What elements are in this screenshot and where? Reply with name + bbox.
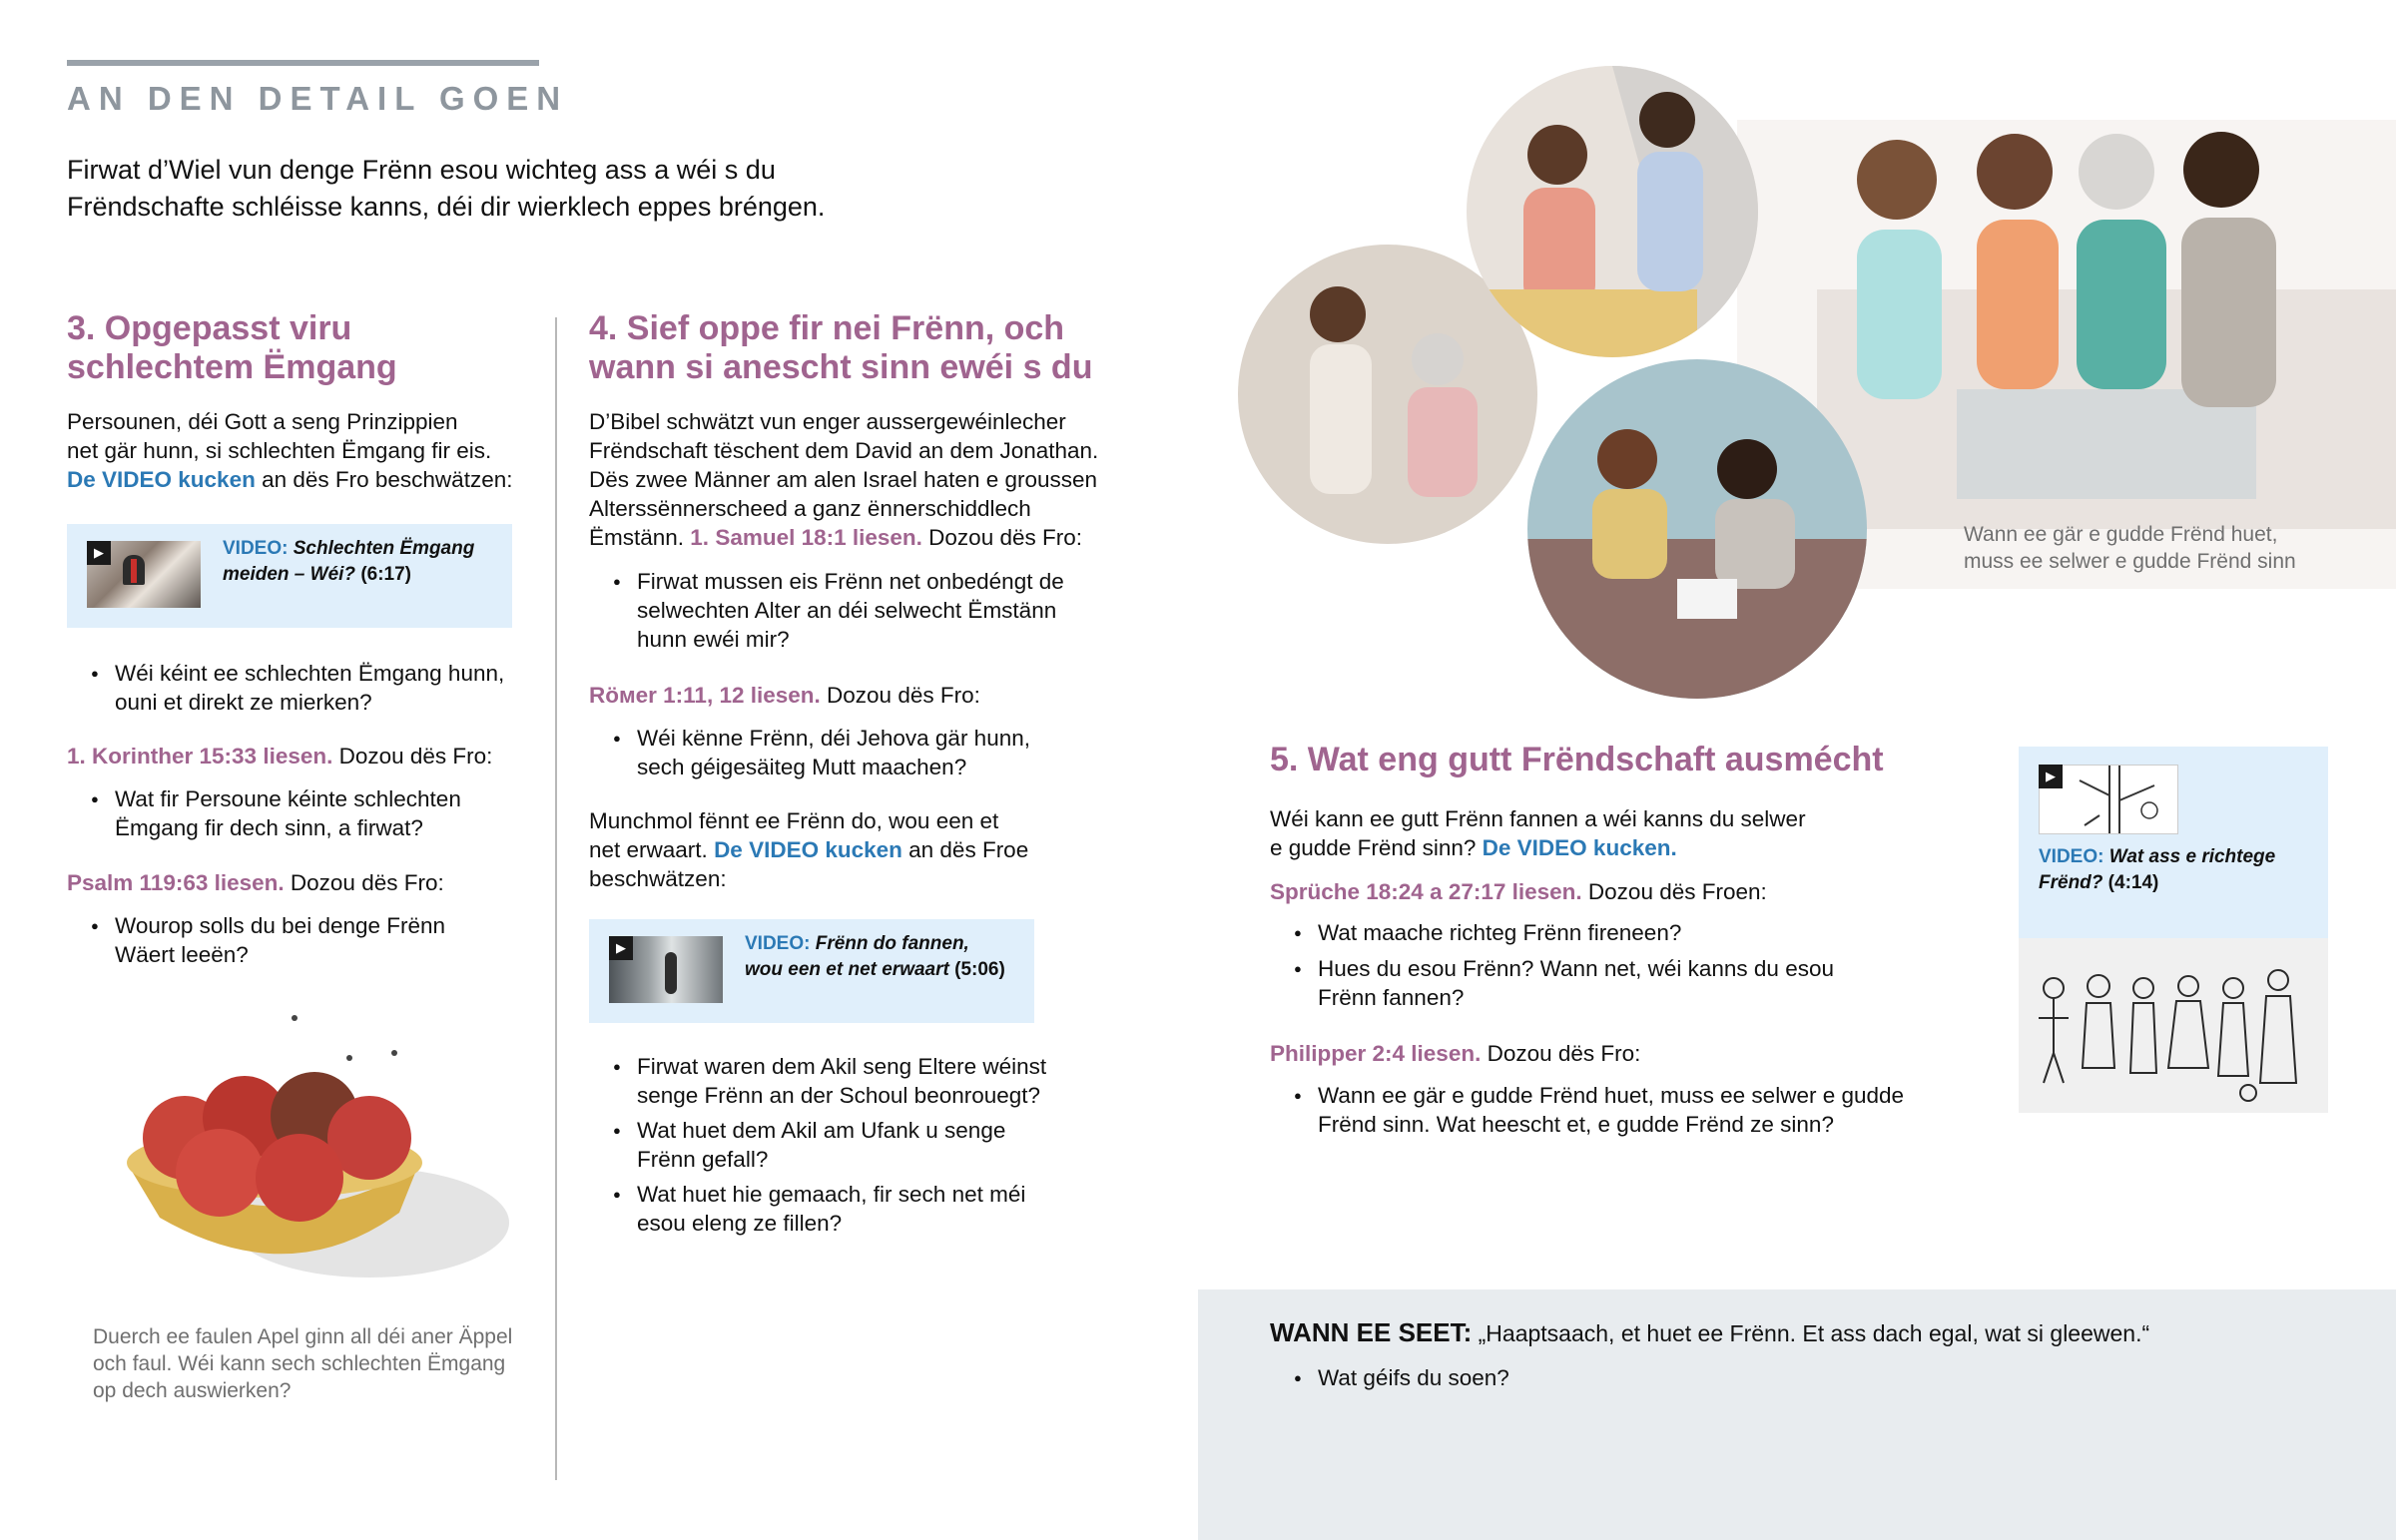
video-card-real-friend[interactable] [2019,747,2328,1113]
scripture-reference: Röмer 1:11, 12 liesen. Dozou dës Fro: [589,683,980,708]
section-4-questions-3 [589,1052,1148,1238]
list-item: ● Wat fir Persoune kéinte schlechten Ëmgang fir dech sinn, a firwat? [67,784,546,842]
friendship-illustration [1238,60,2396,709]
video-card-bad-company[interactable] [67,524,512,628]
tie-shape [131,559,137,583]
section-5-title: 5. Wat eng gutt Frëndschaft ausmécht [1270,741,1884,778]
video-title: VIDEO: Schlechten Ëmgang meiden – Wéi? (6:17) [223,538,475,585]
section-3-title: 3. Opgepasst viru schlechtem Ëmgang [67,309,397,386]
intro-text: Firwat d’Wiel vun denge Frënn esou wichteg ass a wéi s du Frëndschafte schléisse kanns, déi dir wierklech eppes bréngen. [67,155,826,222]
section-5-questions-1 [1270,918,1969,1012]
column-divider [555,317,557,1480]
scripture-reference: 1. Korinther 15:33 liesen. Dozou dës Fro: [67,744,493,769]
section-4-questions-1 [589,567,1148,654]
play-icon[interactable]: ▶ [2039,765,2063,788]
header-rule [67,60,539,66]
section-4-text-2: Munchmol fënnt ee Frënn do, wou een et net erwaart. De VIDEO kucken an dës Froe beschwätzen: [589,808,1029,891]
section-3-text: Persounen, déi Gott a seng Prinzippien net gär hunn, si schlechten Ëmgang fir eis. De VIDEO kucken an dës Fro beschwätzen: [67,409,513,492]
watch-video-link[interactable]: De VIDEO kucken [67,467,256,492]
list-item: ● Wat maache richteg Frënn fireneen? [1270,918,1969,947]
section-3-questions-3 [67,911,546,969]
list-item: ● Wann ee gär e gudde Frënd huet, muss ee selwer e gudde Frënd sinn. Wat heescht et, e gudde Frënd ze sinn? [1270,1081,1969,1139]
list-item: ● Firwat mussen eis Frënn net onbedéngt de selwechten Alter an déi selwecht Ëmstänn hunn ewéi mir? [589,567,1148,654]
people-sketch [2029,958,2318,1103]
wann-ee-seet: WANN EE SEET: „Haaptsaach, et huet ee Frënn. Et ass dach egal, wat si gleewen.“ [1270,1317,2150,1347]
section-4-title: 4. Sief oppe fir nei Frënn, och wann si anescht sinn ewéi s du [589,309,1093,386]
section-4-questions-2 [589,724,1148,781]
watch-video-link[interactable]: De VIDEO kucken [714,837,902,862]
list-item: ● Wéi kéint ee schlechten Ëmgang hunn, ouni et direkt ze mierken? [67,659,546,717]
scripture-reference: Philipper 2:4 liesen. Dozou dës Fro: [1270,1041,1641,1066]
list-item: ● Wat géifs du soen? [1270,1363,2069,1392]
section-3-questions-2 [67,784,546,842]
video-title: VIDEO: Wat ass e richtege Frënd? (4:14) [2039,846,2276,893]
section-header: AN DEN DETAIL GOEN [67,80,569,117]
illustration-caption: Wann ee gär e gudde Frënd huet, muss ee selwer e gudde Frënd sinn [1964,523,2296,573]
list-item: ● Wat huet hie gemaach, fir sech net méi esou eleng ze fillen? [589,1180,1148,1238]
section-4-text: D’Bibel schwätzt vun enger aussergewéinlecher Frëndschaft tëschent dem David an dem Jonathan. Dës zwee Männer am alen Israel haten e groussen Alterssënnerscheed a ganz ënnerschiddlech Ëmstänn. 1. Samuel 18:1 liesen. Dozou dës Fro: [589,409,1099,550]
section-5-text: Wéi kann ee gutt Frënn fannen a wéi kanns du selwer e gudde Frënd sinn? De VIDEO kucken. [1270,806,1806,860]
play-icon[interactable]: ▶ [609,936,633,960]
list-item: ● Wourop solls du bei denge Frënn Wäert leeën? [67,911,546,969]
apple-caption: Duerch ee faulen Apel ginn all déi aner Äppel och faul. Wéi kann sech schlechten Ëmgang op dech auswierken? [93,1325,513,1402]
conversation-questions [1270,1363,2069,1392]
video-title: VIDEO: Frënn do fannen, wou een et net erwaart (5:06) [745,933,1005,980]
scripture-reference: Sprüche 18:24 a 27:17 liesen. Dozou dës Froen: [1270,879,1767,904]
list-item: ● Wat huet dem Akil am Ufank u senge Frënn gefall? [589,1116,1148,1174]
scripture-reference: Psalm 119:63 liesen. Dozou dës Fro: [67,870,444,895]
list-item: ● Hues du esou Frënn? Wann net, wéi kanns du esou Frënn fannen? [1270,954,1969,1012]
section-3 [67,309,526,494]
apple-bowl-illustration [100,998,519,1297]
watch-video-link[interactable]: De VIDEO kucken. [1482,835,1677,860]
play-icon[interactable]: ▶ [87,541,111,565]
list-item: ● Firwat waren dem Akil seng Eltere wéinst senge Frënn an der Schoul beonrouegt? [589,1052,1148,1110]
section-5-questions-2 [1270,1081,1969,1139]
video-card-unexpected-friends[interactable] [589,919,1034,1023]
section-3-questions-1 [67,659,546,717]
section-4 [589,309,1148,552]
person-figure [665,952,677,994]
list-item: ● Wéi kënne Frënn, déi Jehova gär hunn, sech géigesäiteg Mutt maachen? [589,724,1148,781]
